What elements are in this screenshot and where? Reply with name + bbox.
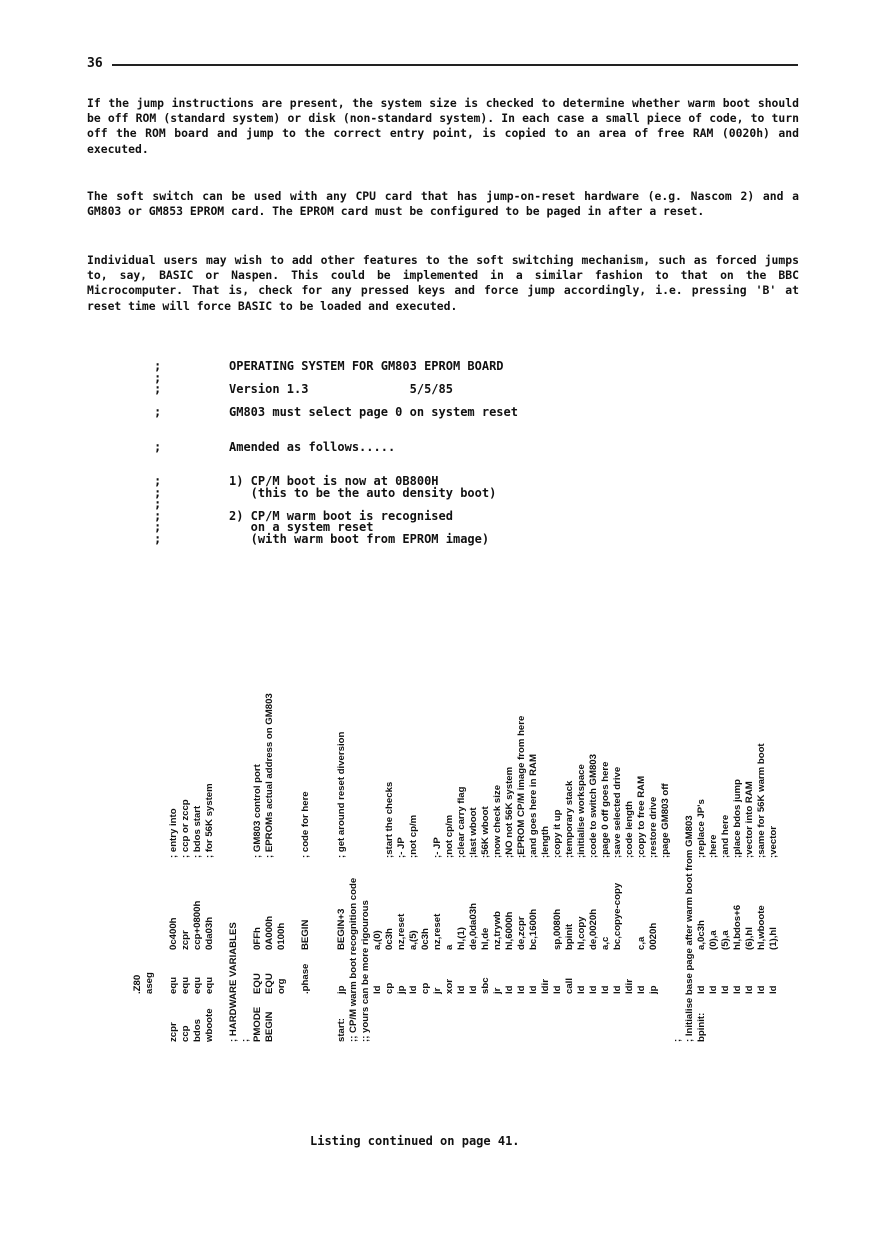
listing-operand: ccp+0800h [192,900,203,950]
listing-comment: ;NO not 56K system [504,766,515,858]
listing-operand: sp,0080h [552,908,563,950]
listing-comment: ;code to switch GM803 [588,754,599,858]
listing-line [456,622,468,1042]
listing-opcode: ld [744,985,755,994]
listing-operand: bpinit [564,923,575,950]
listing-comment: ;- JP [432,837,443,858]
listing-line [672,622,684,1042]
listing-line [300,622,312,1042]
listing-comment: ;clear carry flag [456,786,467,858]
listing-comment: ;not cp/m [408,814,419,858]
listing-opcode: EQU [252,973,263,994]
listing-line [396,622,408,1042]
listing-opcode: cp [384,982,395,994]
listing-label: ccp [180,1025,191,1042]
listing-operand: de,0da03h [468,903,479,950]
listing-opcode: ld [504,985,515,994]
listing-comment: ;- JP [396,837,407,858]
listing-line [324,622,336,1042]
listing-operand: hl,copy [576,916,587,950]
listing-full-line: ; HARDWARE VARIABLES [228,922,239,1042]
listing-line [552,622,564,1042]
listing-line [588,622,600,1042]
listing-comment: ;replace JP's [696,799,707,858]
listing-opcode: ld [600,985,611,994]
listing-opcode: jp [648,985,659,994]
listing-operand: (5),a [720,930,731,950]
listing-operand: 0c400h [168,917,179,950]
listing-line [360,622,372,1042]
listing-line [624,622,636,1042]
listing-opcode: jp [336,985,347,994]
listing-line [636,622,648,1042]
listing-line [336,622,348,1042]
listing-line [408,622,420,1042]
listing-opcode: ld [528,985,539,994]
listing-line [384,622,396,1042]
listing-operand: bc,1600h [528,908,539,950]
listing-comment: ;not cp/m [444,814,455,858]
listing-comment: ;now check size [492,784,503,858]
listing-line [168,622,180,1042]
listing-full-line: ;; CP/M warm boot recognition code [348,877,359,1042]
listing-comment: ;and goes here in RAM [528,754,539,858]
listing-comment: ;temporary stack [564,780,575,858]
listing-operand: hl,(1) [456,927,467,950]
listing-opcode: EQU [264,973,275,994]
listing-comment: ;vector [768,826,779,858]
listing-line [348,622,360,1042]
listing-operand: a,(5) [408,930,419,950]
listing-line [732,622,744,1042]
listing-opcode: sbc [480,977,491,994]
listing-operand: hl,bdos+6 [732,904,743,950]
listing-operand: BEGIN+3 [336,908,347,950]
listing-comment: ;code length [624,800,635,858]
listing-line [192,622,204,1042]
listing-line [600,622,612,1042]
listing-opcode: ld [408,985,419,994]
listing-operand: 0020h [648,922,659,950]
listing-opcode: ld [612,985,623,994]
listing-operand: 0100h [276,922,287,950]
listing-opcode: .phase [300,963,311,994]
listing-operand: a,c [600,936,611,950]
listing-opcode: aseg [144,972,155,994]
continuation-note: Listing continued on page 41. [310,1134,520,1148]
listing-operand: a [444,944,455,950]
rotated-assembly-listing [132,622,779,1042]
listing-opcode: equ [204,976,215,994]
listing-opcode: jr [492,987,503,994]
listing-label: BEGIN [264,1011,275,1042]
listing-operand: nz,reset [396,913,407,950]
listing-line [480,622,492,1042]
listing-comment: ;EPROM CP/M image from here [516,715,527,858]
listing-line [240,622,252,1042]
listing-operand: (0),a [708,930,719,950]
listing-line [660,622,672,1042]
listing-comment: ;restore drive [648,796,659,858]
listing-label: bdos [192,1019,203,1042]
listing-line [420,622,432,1042]
listing-opcode: ldir [624,979,635,994]
assembly-listing-rotated-content [132,622,779,1042]
listing-comment: ;initialise workspace [576,764,587,858]
listing-opcode: jr [432,987,443,994]
paragraph-soft-switch: The soft switch can be used with any CPU card that has jump-on-reset hardware (e.g. Nascom 2) and a GM803 or GM853 EPROM card. The EPROM card must be configured to be paged in after a reset. [87,189,799,219]
listing-opcode: ld [468,985,479,994]
listing-operand: 0da03h [204,916,215,950]
listing-line [468,622,480,1042]
listing-full-line: ;; yours can be more rigourous [360,900,371,1042]
listing-line [432,622,444,1042]
listing-comment: ; for 56K system [204,783,215,858]
listing-line [492,622,504,1042]
listing-line [228,622,240,1042]
listing-comment: ;and here [720,814,731,858]
listing-line [612,622,624,1042]
listing-comment: ; get around reset diversion [336,731,347,858]
listing-opcode: ld [696,985,707,994]
listing-line [132,622,144,1042]
listing-opcode: ld [708,985,719,994]
listing-line [252,622,264,1042]
listing-operand: hl,6000h [504,911,515,950]
listing-comment: ;copy it up [552,809,563,858]
listing-label: start: [336,1018,347,1042]
listing-operand: nz,reset [432,913,443,950]
listing-operand: nz,trywb [492,911,503,950]
listing-comment: ;save selected drive [612,766,623,858]
listing-operand: de,zcpr [516,916,527,950]
listing-comment: ;vector into RAM [744,781,755,858]
listing-comment: ;start the checks [384,781,395,858]
listing-comment: ; entry into [168,808,179,858]
listing-line [576,622,588,1042]
listing-line [768,622,780,1042]
listing-opcode: .Z80 [132,974,143,994]
listing-header-semicolons: ; ; ; ; ; ; ; ; ; ; ; [154,359,162,546]
listing-opcode: org [276,978,287,994]
listing-comment: ;here [708,834,719,858]
listing-comment: ;copy to free RAM [636,775,647,858]
listing-line [648,622,660,1042]
listing-comment: ; ccp or zccp [180,799,191,858]
listing-operand: 0c3h [384,928,395,950]
listing-line [516,622,528,1042]
listing-opcode: ldir [540,979,551,994]
listing-operand: hl,de [480,927,491,950]
listing-operand: (1),hl [768,927,779,950]
listing-line [528,622,540,1042]
listing-opcode: equ [192,976,203,994]
listing-opcode: jp [396,985,407,994]
listing-line [540,622,552,1042]
listing-opcode: equ [168,976,179,994]
listing-line [744,622,756,1042]
listing-opcode: ld [456,985,467,994]
listing-line [312,622,324,1042]
listing-operand: c,a [636,936,647,950]
listing-operand: (6),hl [744,927,755,950]
listing-line [504,622,516,1042]
listing-operand: a,0c3h [696,920,707,950]
listing-full-line: ; [240,1038,251,1042]
listing-comment: ; bdos start [192,805,203,858]
listing-line [216,622,228,1042]
listing-line [564,622,576,1042]
listing-line [696,622,708,1042]
listing-line [156,622,168,1042]
listing-opcode: call [564,977,575,994]
listing-comment: ;56K wboot [480,806,491,858]
listing-label: bpinit: [696,1012,707,1042]
listing-label: PMODE [252,1006,263,1042]
listing-header-comments: OPERATING SYSTEM FOR GM803 EPROM BOARD Version 1.3 5/5/85 GM803 must select page 0 on system reset Amended as follows..... 1) CP/M boot is now at 0B800H (this to be the auto density boot) 2) CP/M warm boot is recognised on a system reset (with warm boot from EPROM image) [229,359,518,546]
listing-line [288,622,300,1042]
listing-operand: a,(0) [372,930,383,950]
listing-opcode: ld [516,985,527,994]
listing-opcode: ld [588,985,599,994]
listing-comment: ;page 0 off goes here [600,761,611,858]
listing-opcode: ld [720,985,731,994]
listing-opcode: ld [636,985,647,994]
listing-opcode: xor [444,979,455,994]
listing-comment: ;place bdos jump [732,779,743,858]
listing-operand: hl,wboote [756,905,767,950]
listing-opcode: ld [552,985,563,994]
listing-line [264,622,276,1042]
listing-operand: 0c3h [420,928,431,950]
listing-line [180,622,192,1042]
listing-opcode: ld [732,985,743,994]
listing-opcode: ld [576,985,587,994]
listing-opcode: ld [372,985,383,994]
listing-comment: ; code for here [300,791,311,858]
listing-full-line: ; [672,1038,683,1042]
listing-comment: ;page GM803 off [660,783,671,858]
listing-line [720,622,732,1042]
paragraph-user-features: Individual users may wish to add other features to the soft switching mechanism, such as forced jumps to, say, BASIC or Naspen. This could be implemented in a similar fashion to that on the BBC Microcomputer. That is, check for any pressed keys and force jump accordingly, i.e. pressing 'B' at reset time will force BASIC to be loaded and executed. [87,253,799,313]
listing-line [204,622,216,1042]
listing-operand: zcpr [180,930,191,950]
paragraph-warm-boot: If the jump instructions are present, the system size is checked to determine whether warm boot should be off ROM (standard system) or disk (non-standard system). In each case a small piece of code, to turn off the ROM board and jump to the correct entry point, is copied to an area of free RAM (0020h) and executed. [87,96,799,156]
page-number: 36 [87,56,103,71]
listing-comment: ;last wboot [468,807,479,858]
header-rule [112,64,798,66]
listing-comment: ;length [540,826,551,858]
listing-line [276,622,288,1042]
listing-comment: ; EPROMs actual address on GM803 [264,693,275,858]
listing-label: wboote [204,1008,215,1042]
listing-comment: ;same for 56K warm boot [756,743,767,858]
listing-opcode: ld [768,985,779,994]
listing-line [708,622,720,1042]
listing-operand: 0FFh [252,927,263,950]
listing-comment: ; GM803 control port [252,764,263,858]
listing-line [684,622,696,1042]
listing-opcode: equ [180,976,191,994]
listing-full-line: ; Initialise base page after warm boot from GM803 [684,815,695,1042]
listing-line [372,622,384,1042]
listing-opcode: cp [420,982,431,994]
listing-line [756,622,768,1042]
listing-opcode: ld [756,985,767,994]
listing-operand: bc,copye-copy [612,882,623,950]
listing-label: zcpr [168,1022,179,1042]
listing-line [144,622,156,1042]
listing-operand: BEGIN [300,919,311,950]
listing-line [444,622,456,1042]
listing-operand: de,0020h [588,908,599,950]
listing-operand: 0A000h [264,915,275,950]
